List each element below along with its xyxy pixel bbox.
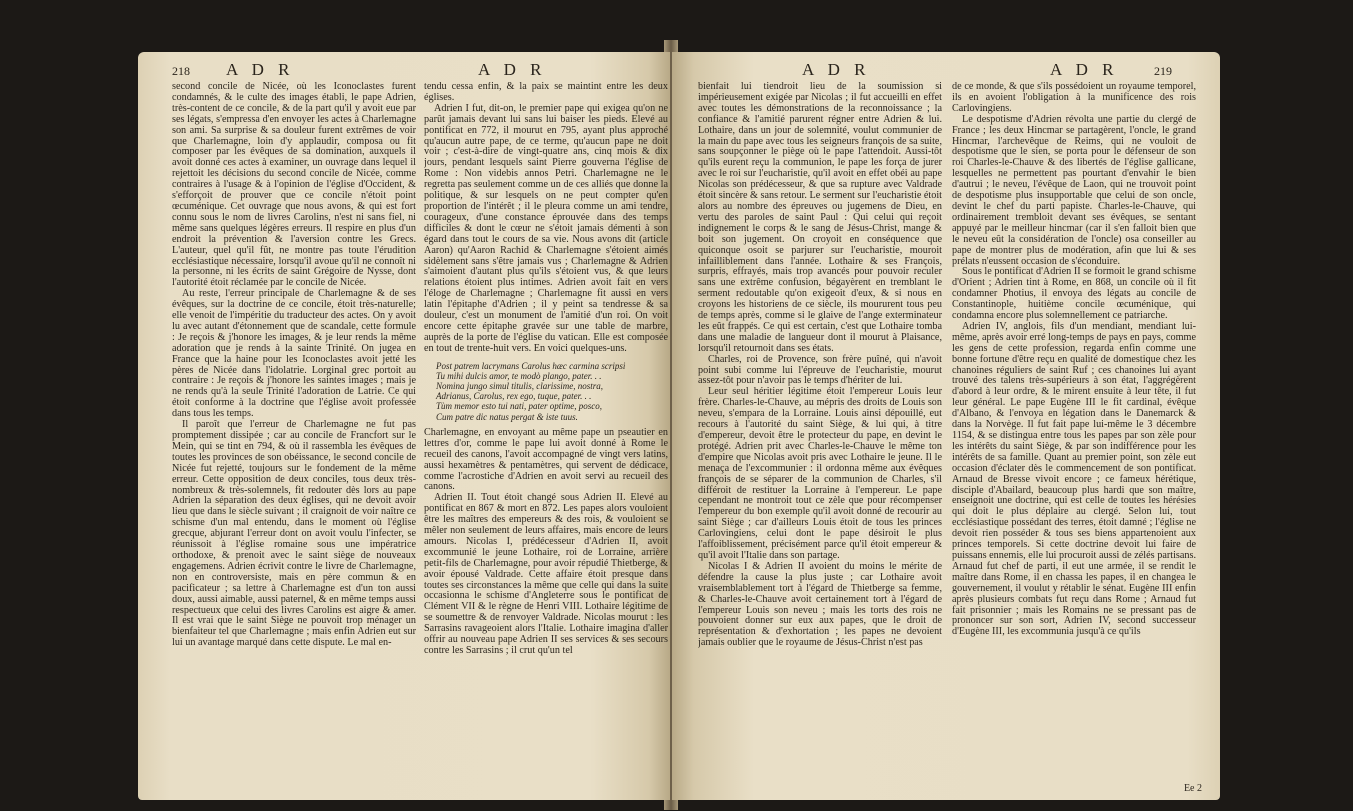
paragraph: Nicolas I & Adrien II avoient du moins le mérite de défendre la cause la plus juste ; car Lothaire avoit vraisemblablement tort à l'égard de Thietberge sa femme, & Charles-le-Chauve avoit certainement tort à l'égard de l'empereur Louis son neveu ; mais les torts des rois ne pouvoient donner sur eux aux papes, que le droit de représentation & d'exhortation ; les papes ne devoient jamais oublier que le royaume de Jésus-Christ n'est pas: [698, 560, 942, 649]
left-keyword-a: A D R: [226, 60, 295, 79]
verse-line: Nomina jungo simul titulis, clarissime, nostra,: [436, 381, 604, 392]
paragraph: Charles, roi de Provence, son frère puîné, qui n'avoit point subi comme lui l'épreuve de l'eucharistie, mourut assez-tôt pour n'avoir pas le temps d'hériter de lui.: [698, 353, 942, 387]
right-page-number: 219: [1154, 64, 1172, 78]
verse-line: Tùm memor esto tui nati, pater optime, posco,: [436, 401, 602, 412]
verse-line: Adrianus, Carolus, rex ego, tuque, pater. . .: [436, 391, 592, 402]
left-keyword-b: A D R: [478, 60, 547, 79]
right-column-b: [952, 82, 1196, 790]
paragraph: Le despotisme d'Adrien révolta une partie du clergé de France ; les deux Hincmar se partagèrent, l'oncle, le grand Hincmar, l'archevêque de Reims, qui ne vouloit de despotisme que le sien, se porta pour le défenseur de son roi Charles-le-Chauve & des libertés de l'église gallicane, lesquelles ne permettent pas pourtant d'envahir le bien d'autrui ; le neveu, l'évêque de Laon, qui ne trouvoit point de despotisme plus insupportable que celui de son oncle, devint le chef du parti papiste. Charles-le-Chauve, qui ordinairement trembloit devant ses évêques, se sentant appuyé par le meilleur hincmar (car il s'en falloit bien que le neveu eût la considération de l'oncle) osa conseiller au pape de montrer plus de modération, afin que lui & ses prélats n'eussent occasion de s'éconduire.: [952, 113, 1196, 267]
verse-line: Post patrem lacrymans Carolus hæc carmina scripsi: [436, 360, 626, 371]
left-running-head: [138, 60, 670, 82]
paragraph: Charlemagne, en envoyant au même pape un pseautier en lettres d'or, comme le pape lui avoit donné à Rome le recueil des canons, l'avoit accompagné de vingt vers latins, aussi hexamètres & pentamètres, qui servent de dédicace, comme l'acrostiche d'Adrien en avoit servi au recueil des canons.: [424, 426, 668, 493]
verse-line: Cum patre dic natus pergat & iste tuus.: [436, 411, 578, 422]
right-keyword-b: A D R: [1050, 60, 1119, 79]
left-column-a: [172, 82, 416, 790]
right-running-head: [672, 60, 1220, 82]
paragraph: Sous le pontificat d'Adrien II se formoit le grand schisme d'Orient ; Adrien tint à Rome, en 868, un concile où il fit condamner Photius, il envoya des légats au concile de Constantinople, huitième concile œcuménique, qui condamna encore plus solemnellement ce patriarche.: [952, 266, 1196, 322]
verse-line: Tu mihi dulcis amor, te modò plango, pater. . .: [436, 370, 602, 381]
left-page-number: 218: [172, 64, 190, 78]
left-page: [138, 52, 670, 800]
paragraph: Adrien II. Tout étoit changé sous Adrien II. Elevé au pontificat en 867 & mort en 872. Les papes alors vouloient être les maîtres des empereurs & des rois, & vouloient se mêler non seulement de leurs affaires, mais encore de leurs amours. Nicolas I, prédécesseur d'Adrien II, avoit excommunié le jeune Lothaire, roi de Lorraine, arrière petit-fils de Charlemagne, pour avoir répudié Thietberge, & avoir épousé Valdrade. Cette affaire étoit presque dans toutes ses circonstances la même que celle qui dans la suite occasionna le schisme d'Angleterre sous le pontificat de Clément VII & le règne de Henri VIII. Lothaire légitime de se soumettre & de renvoyer Valdrade. Nicolas mourut : les Sarrasins ravageoient alors l'Italie. Lothaire imagina d'aller offrir au nouveau pape Adrien II ses services & ses secours contre les Sarrasins ; il crut qu'un tel: [424, 492, 668, 656]
right-column-a: [698, 82, 942, 790]
paragraph: Il paroît que l'erreur de Charlemagne ne fut pas promptement dissipée ; car au concile de Francfort sur le Mein, qui se tint en 794, & où il rassembla les évêques de toutes les provinces de son obéissance, le second concile de Nicée fut rejetté, toujours sur le fondement de la même erreur. Cette opposition de deux conciles, tous deux très-nombreux & très-solemnels, fit redouter dès lors au pape Adrien la séparation des deux églises, qui ne devoit avoir lieu que dans le siècle suivant ; il craignoit de voir naître ce schisme d'un mal entendu, dans le moment où l'église grecque, abjurant l'erreur dont on avoit voulu l'infecter, se réunissoit à l'église romaine sous une impératrice orthodoxe, & prenoit avec le saint siège de nouveaux engagemens. Adrien écrivit contre le livre de Charlemagne, non en controversiste, mais en père commun & en pacificateur ; sa lettre à Charlemagne est d'un ton aussi doux, aussi aimable, aussi paternel, & en même temps aussi respectueux que celui des livres Carolins est aigre & amer. Il est vrai que le saint Siège ne pouvoit trop ménager un bienfaiteur tel que Charlemagne ; mais enfin Adrien eut sur lui un avantage marqué dans cette dispute. Le mal en-: [172, 419, 416, 649]
left-column-b: [424, 82, 668, 790]
paragraph: de ce monde, & que s'ils possédoient un royaume temporel, ils en avoient l'obligation à la munificence des rois Carlovingiens.: [952, 82, 1196, 114]
right-page: [672, 52, 1220, 800]
right-keyword-a: A D R: [802, 60, 871, 79]
paragraph: bienfait lui tiendroit lieu de la soumission si impérieusement exigée par Nicolas ; il fut accueilli en effet avec toutes les démonstrations de la reconnoissance ; la confiance & l'amitié parurent régner entre Adrien & lui. Lothaire, dans un jour de solemnité, voulut communier de la main du pape avec tous les seigneurs françois de sa suite, sans soupçonner le piège où le pape l'attendoit. Aussi-tôt qu'ils eurent reçu la communion, le pape les força de jurer avec le roi sur l'eucharistie, qu'il avoit en effet obéi au pape Nicolas son prédécesseur, & que sa rupture avec Valdrade étoit sincère & sans retour. Le serment sur l'eucharistie étoit alors au nombre des épreuves ou jugemens de Dieu, en vertu des paroles de saint Paul : Qui celui qui reçoit indignement le corps & le sang de Jésus-Christ, mange & boit son jugement. On croyoit en conséquence que quiconque osoit se parjurer sur l'eucharistie, mouroit infailliblement dans l'année. Lothaire & ses François, surpris, effrayés, mais trop avancés pour pouvoir reculer sans une extrême confusion, bégayèrent en tremblant le serment redoutable qu'on exigeoit d'eux, & si nous en croyons les historiens de ce siècle, ils moururent tous peu de temps après, comme si le glaive de l'ange exterminateur les eût frappés. Ce qui est certain, c'est que Lothaire tomba dans une maladie de langueur dont il mourut à Plaisance, lorsqu'il retournoit dans ses états.: [698, 82, 942, 354]
paragraph: Adrien IV, anglois, fils d'un mendiant, mendiant lui-même, après avoir erré long-temps de pays en pays, comme les gens de cette profession, regarda enfin comme une bonne fortune d'être reçu en qualité de domestique chez les chanoines réguliers de saint Ruf ; ces chanoines lui ayant trouvé des talens très-supérieurs à son état, l'aggrégèrent d'abord à leur ordre, & le mirent ensuite à leur tête, il fut leur général. Le pape Eugène III le fit cardinal, évêque d'Albano, & l'envoya en légation dans le Danemarck & dans la Norvège. Il fut fait pape lui-même le 3 décembre 1154, & se distingua entre tous les papes par son zèle pour les intérêts du saint Siège, & par son indifférence pour les intérêts de sa famille. Quant au premier point, son zèle eut occasion d'éclater dès le commencement de son pontificat. Arnaud de Bresse vivoit encore ; ce fameux hérétique, disciple d'Abailard, beaucoup plus hardi que son maître, enseignoit une doctrine, qui est celle de toutes les hérésies qui doit le plus déplaire au clergé. Selon lui, tout ecclésiastique possédant des terres, étoit damné ; l'église ne devoit rien posséder & tous ses biens appartenoient aux princes temporels. Si cette doctrine devoit lui faire de puissans ennemis, elle lui procuroit aussi de zélés partisans. Arnaud fut chef de parti, il eut une armée, il se rendit le maître dans Rome, il en chassa les papes, il en changea le gouvernement, il voulut y rétablir le sénat. Eugène III enfin après plusieurs combats fut reçu dans Rome ; Arnaud fut fait prisonnier ; mais les Romains ne se pressant pas de prononcer sur son sort, Adrien IV, second successeur d'Eugène III, les excommunia jusqu'à ce qu'ils: [952, 320, 1196, 638]
paragraph: Au reste, l'erreur principale de Charlemagne & de ses évêques, sur la doctrine de ce concile, étoit très-naturelle; elle venoit de l'impéritie du traducteur des actes. On y avoit lu avec autant d'étonnement que de scandale, cette formule : Je reçois & j'honore les images, & je leur rends la même adoration que je rends à la sainte Trinité. On jugea en France que la haine pour les Iconoclastes avoit jetté les pères de Nicée dans l'idolatrie. Lorginal grec portoit au contraire : Je reçois & j'honore les saintes images ; mais je ne rends qu'à la seule Trinité l'adoration de Latrie. Ce qui étoit conforme à la doctrine que l'église avoit professée dans tous les temps.: [172, 288, 416, 420]
epitaph-verse: [436, 361, 668, 422]
paragraph: tendu cessa enfin, & la paix se maintint entre les deux églises.: [424, 82, 668, 103]
paragraph: Leur seul héritier légitime étoit l'empereur Louis leur frère. Charles-le-Chauve, au mépris des droits de Louis son neveu, s'empara de la Lorraine. Louis ainsi dépouillé, eut recours à l'autorité du saint Siège, & lui qui, à titre d'empereur, devoit être le protecteur du pape, en devint le protégé. Adrien prit avec Charles-le-Chauve le même ton d'empire que Nicolas avoit pris avec Lothaire le jeune. Il le menaça de l'excommunier : il ordonna même aux évêques françois de se séparer de la communion de Charles, s'il différoit de restituer la Lorraine à l'empereur. Le pape cependant ne montroit tout ce zèle que pour récompenser l'empereur du bon exemple qu'il avoit donné de recourir au saint Siège ; car d'ailleurs Louis étoit de tous les princes Carlovingiens, celui dont le pape désiroit le plus l'affoiblissement, précisément parce qu'il étoit empereur & qu'il avoit l'Italie dans son partage.: [698, 386, 942, 561]
signature-mark: Ee 2: [1183, 783, 1202, 794]
paragraph: second concile de Nicée, où les Iconoclastes furent condamnés, & le culte des images établi, le pape Adrien, très-content de ce concile, & de la part qu'il y avoit eue par ses légats, s'empressa d'en envoyer les actes à Charlemagne son ami. Sa surprise & sa douleur furent extrêmes de voir que Charlemagne, loin d'y applaudir, composa ou fit composer par les évêques de sa domination, auxquels il avoit donné ces actes à examiner, un ouvrage dans lequel il rejettoit les décisions du second concile de Nicée, comme contraires à l'usage & à l'opinion de l'église d'Occident, & s'efforçoit de prouver que ce concile n'étoit point œcuménique. Cet ouvrage que nous avons, & qui est fort connu sous le nom de livres Carolins, n'est ni sans fiel, ni même sans quelques légères erreurs. Il respire en plus d'un endroit la prévention & l'aversion contre les Grecs. L'auteur, quel qu'il fût, ne montre pas toute l'érudition ecclésiastique nécessaire, lorsqu'il avoue qu'il ne connoît ni la personne, ni les écrits de saint Grégoire de Nysse, dont l'autorité étoit réclamée par le concile de Nicée.: [172, 82, 416, 289]
paragraph: Adrien I fut, dit-on, le premier pape qui exigea qu'on ne parût jamais devant lui sans lui baiser les pieds. Elevé au pontificat en 772, il mourut en 795, ayant plus approché qu'aucun autre pape, de ce terme, qu'aucun pape ne doit voir ; c'est-à-dire de vingt-quatre ans, cinq mois & dix jours, pendant lesquels saint Pierre gouverna l'église de Rome : Non videbis annos Petri. Charlemagne ne le regretta pas seulement comme un de ces alliés que donne la politique, & sur lesquels on ne peut compter qu'en proportion de l'intérêt ; il le pleura comme un ami tendre, courageux, d'une constance éprouvée dans des temps difficiles & dont le cœur ne s'étoit jamais démenti à son égard dans tout le cours de sa vie. Nous avons dit (article Aaron) qu'Aaron Rachid & Charlemagne s'étoient aimés sidèlement sans s'être jamais vus ; Charlemagne & Adrien s'aimoient d'autant plus qu'ils s'étoient vus, & que leurs relations étoient plus intimes. Adrien avoit fait en vers l'éloge de Charlemagne ; Charlemagne fit aussi en vers latin l'épitaphe d'Adrien ; il y peint sa tendresse & sa douleur, c'est un monument de l'amitié d'un roi. On voit encore cette épitaphe gravée sur une table de marbre, auprès de la porte de l'église du vatican. Elle est composée en tout de trente-huit vers. En voici quelques-uns.: [424, 102, 668, 354]
